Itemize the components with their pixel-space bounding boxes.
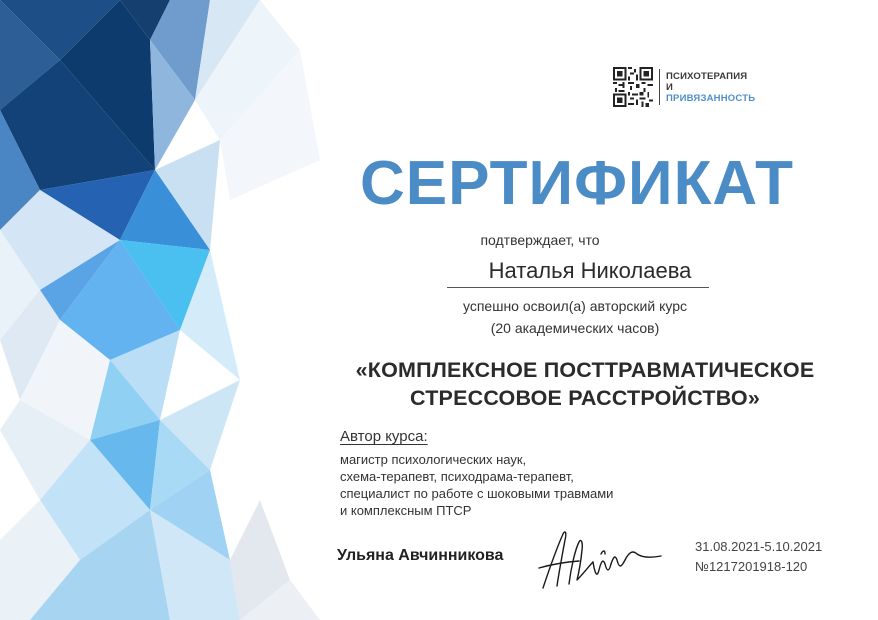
logo-line-2: И (666, 81, 674, 93)
author-name: Ульяна Авчинникова (337, 547, 504, 564)
signature-image (535, 528, 665, 590)
author-credential-line: схема-терапевт, психодрама-терапевт, (340, 469, 574, 484)
logo-line-3: ПРИВЯЗАННОСТЬ (666, 92, 756, 104)
course-title (330, 356, 840, 412)
author-credentials (340, 451, 613, 519)
course-dates: 31.08.2021-5.10.2021 (695, 539, 823, 554)
logo-line-1: ПСИХОТЕРАПИЯ (666, 70, 748, 82)
recipient-underline (447, 287, 709, 288)
lowpoly-background (0, 0, 400, 620)
course-hours: (20 академических часов) (490, 320, 660, 336)
author-credential-line: магистр психологических наук, (340, 452, 527, 467)
author-credential-line: специалист по работе с шоковыми травмами (340, 486, 614, 501)
recipient-name: Наталья Николаева (488, 258, 692, 283)
certificate-title: СЕРТИФИКАТ (360, 149, 794, 218)
certificate-meta (695, 537, 835, 577)
qr-code-icon (613, 67, 653, 107)
course-title-line-2: СТРЕССОВОЕ РАССТРОЙСТВО» (410, 386, 760, 410)
author-credential-line: и комплексным ПТСР (340, 503, 472, 518)
author-heading: Автор курса: (340, 428, 428, 445)
course-intro (420, 295, 730, 339)
course-title-line-1: «КОМПЛЕКСНОЕ ПОСТТРАВМАТИЧЕСКОЕ (355, 358, 815, 382)
course-intro-line-1: успешно освоил(а) авторский курс (463, 298, 687, 314)
brand-logo (613, 67, 755, 107)
confirms-text: подтверждает, что (480, 232, 600, 248)
logo-divider (659, 69, 660, 105)
certificate-number: №1217201918-120 (695, 559, 808, 574)
logo-text (666, 71, 755, 104)
